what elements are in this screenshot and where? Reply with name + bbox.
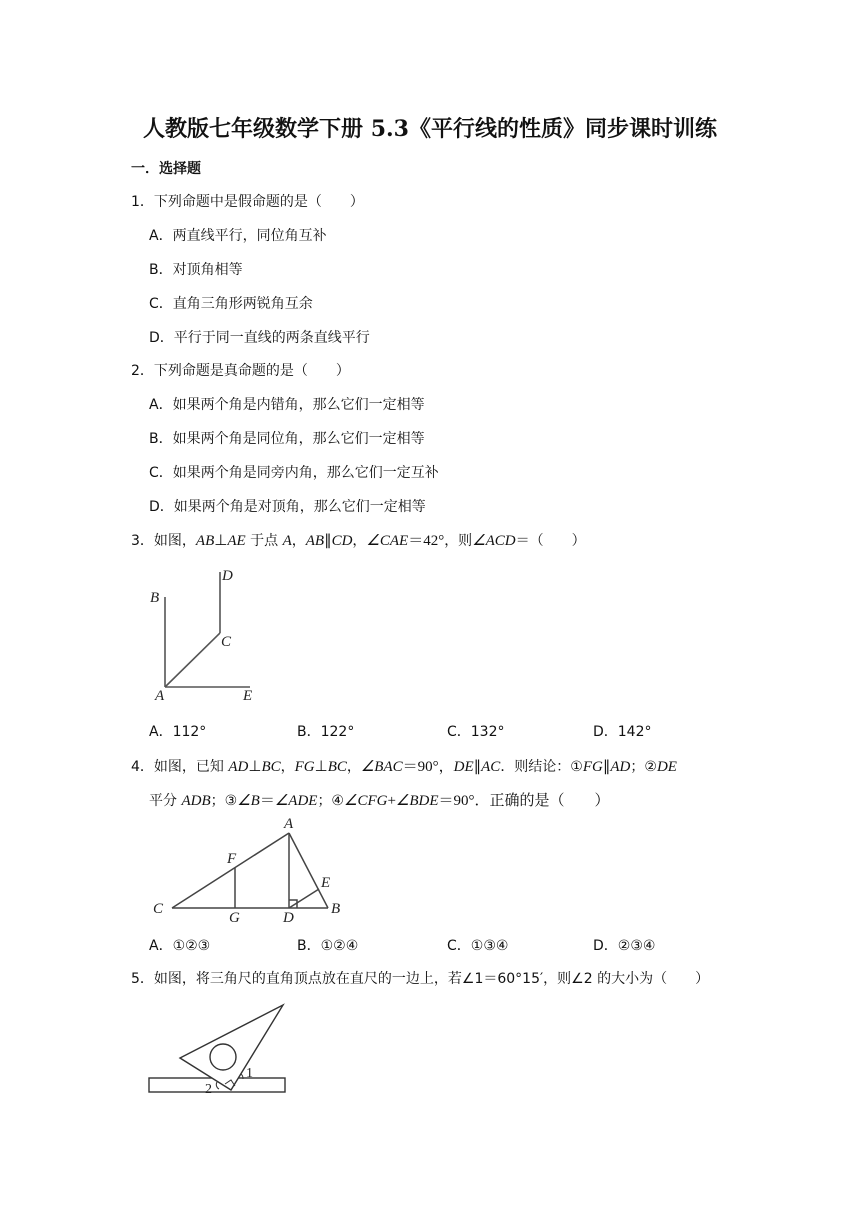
- question-3-figure: [140, 560, 280, 705]
- label-d: D: [222, 568, 233, 584]
- question-3-option-c: C．132°: [447, 724, 505, 740]
- label-d: D: [283, 910, 294, 926]
- label-e: E: [243, 688, 253, 704]
- segment-ac: [165, 633, 220, 687]
- question-3-option-d: D．142°: [593, 724, 652, 740]
- question-2-option-b: B．如果两个角是同位角，那么它们一定相等: [149, 431, 425, 447]
- question-4-option-b: B．①②④: [297, 938, 359, 954]
- question-2-stem: 2．下列命题是真命题的是（ ）: [131, 363, 350, 379]
- question-2-option-d: D．如果两个角是对顶角，那么它们一定相等: [149, 499, 426, 515]
- page-title: 人教版七年级数学下册 5.3《平行线的性质》同步课时训练: [143, 116, 717, 142]
- question-1-option-b: B．对顶角相等: [149, 262, 243, 278]
- question-4-option-c: C．①③④: [447, 938, 509, 954]
- label-f: F: [227, 851, 237, 867]
- question-2-option-c: C．如果两个角是同旁内角，那么它们一定互补: [149, 465, 439, 481]
- label-1: 1: [246, 1066, 253, 1081]
- label-2: 2: [205, 1082, 212, 1097]
- question-4-figure: [145, 815, 355, 925]
- label-b: B: [331, 901, 341, 917]
- segment-de: [289, 889, 319, 908]
- triangle-hole: [210, 1044, 236, 1070]
- question-4-stem-line-2: 平分 ADB；③∠B＝∠ADE；④∠CFG+∠BDE＝90°．正确的是（ ）: [149, 793, 610, 809]
- question-1-option-d: D．平行于同一直线的两条直线平行: [149, 330, 370, 346]
- label-g: G: [229, 910, 240, 926]
- segment-ca: [172, 833, 289, 908]
- question-2-option-a: A．如果两个角是内错角，那么它们一定相等: [149, 397, 425, 413]
- question-3-option-a: A．112°: [149, 724, 207, 740]
- question-3-stem: 3．如图，AB⊥AE 于点 A，AB∥CD，∠CAE＝42°，则∠ACD＝（ ）: [131, 533, 586, 549]
- question-1-option-c: C．直角三角形两锐角互余: [149, 296, 313, 312]
- label-c: C: [221, 634, 232, 650]
- label-e: E: [321, 875, 331, 891]
- section-heading: 一．选择题: [131, 161, 201, 177]
- question-5-stem: 5．如图，将三角尺的直角顶点放在直尺的一边上，若∠1＝60°15′，则∠2 的大小为（ ）: [131, 971, 710, 987]
- label-b: B: [150, 590, 160, 606]
- question-4-option-a: A．①②③: [149, 938, 211, 954]
- label-c: C: [153, 901, 164, 917]
- question-5-figure: [145, 1000, 295, 1098]
- question-1-stem: 1．下列命题中是假命题的是（ ）: [131, 194, 364, 210]
- question-4-option-d: D．②③④: [593, 938, 656, 954]
- question-4-stem-line-1: 4．如图，已知 AD⊥BC，FG⊥BC，∠BAC＝90°，DE∥AC．则结论：①FG∥AD；②DE: [131, 759, 677, 775]
- question-1-option-a: A．两直线平行，同位角互补: [149, 228, 327, 244]
- label-a: A: [284, 816, 294, 832]
- label-a: A: [155, 688, 165, 704]
- question-3-option-b: B．122°: [297, 724, 355, 740]
- segment-ab: [289, 833, 331, 908]
